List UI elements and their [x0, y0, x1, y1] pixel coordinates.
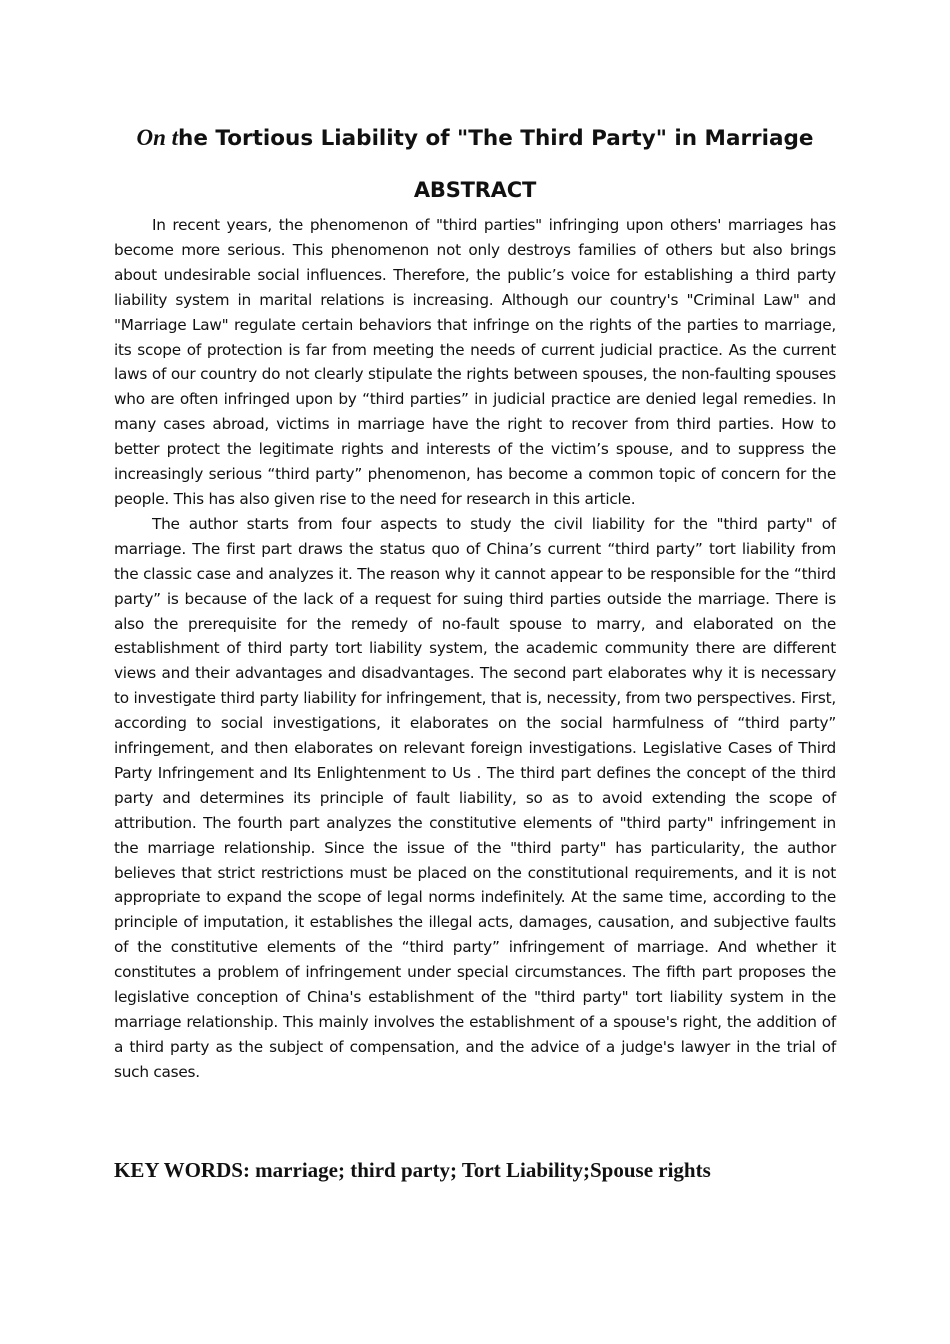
keywords-line: KEY WORDS: marriage; third party; Tort Liability;Spouse rights [114, 1158, 711, 1182]
abstract-paragraph-1: In recent years, the phenomenon of "third parties" infringing upon others' marriages has become more serious. This phenomenon not only destroys families of others but also brings about undesirable social influences. Therefore, the public’s voice for establishing a third party liability system in marital relations is increasing. Although our country's "Criminal Law" and "Marriage Law" regulate certain behaviors that infringe on the rights of the parties to marriage, its scope of protection is far from meeting the needs of current judicial practice. As the current laws of our country do not clearly stipulate the rights between spouses, the non-faulting spouses who are often infringed upon by “third parties” in judicial practice are denied legal remedies. In many cases abroad, victims in marriage have the right to recover from third parties. How to better protect the legitimate rights and interests of the victim’s spouse, and to suppress the increasingly serious “third party” phenomenon, has become a common topic of concern for the people. This has also given rise to the need for research in this article. [114, 216, 836, 508]
abstract-body [114, 213, 836, 1085]
abstract-heading: ABSTRACT [413, 178, 537, 202]
abstract-paragraph-2: The author starts from four aspects to study the civil liability for the "third party" of marriage. The first part draws the status quo of China’s current “third party” tort liability from the classic case and analyzes it. The reason why it cannot appear to be responsible for the “third party” is because of the lack of a request for suing third parties outside the marriage. There is also the prerequisite for the remedy of no-fault spouse to marry, and elaborated on the establishment of third party tort liability system, the academic community there are different views and their advantages and disadvantages. The second part elaborates why it is necessary to investigate third party liability for infringement, that is, necessity, from two perspectives. First, according to social investigations, it elaborates on the social harmfulness of “third party” infringement, and then elaborates on relevant foreign investigations. Legislative Cases of Third Party Infringement and Its Enlightenment to Us . The third part defines the concept of the third party and determines its principle of fault liability, so as to avoid extending the scope of attribution. The fourth part analyzes the constitutive elements of "third party" infringement in the marriage relationship. Since the issue of the "third party" has particularity, the author believes that strict restrictions must be placed on the constitutional requirements, and it is not appropriate to expand the scope of legal norms indefinitely. At the same time, according to the principle of imputation, it establishes the illegal acts, damages, causation, and subjective faults of the constitutive elements of the “third party” infringement of marriage. And whether it constitutes a problem of infringement under special circumstances. The fifth part proposes the legislative conception of China's establishment of the "third party" tort liability system in the marriage relationship. This mainly involves the establishment of a spouse's right, the addition of a third party as the subject of compensation, and the advice of a judge's lawyer in the trial of such cases. [114, 514, 836, 1081]
title-lead: On t [136, 125, 179, 150]
page-title [0, 124, 950, 153]
title-rest: he Tortious Liability of "The Third Party" in Marriage [178, 126, 814, 151]
